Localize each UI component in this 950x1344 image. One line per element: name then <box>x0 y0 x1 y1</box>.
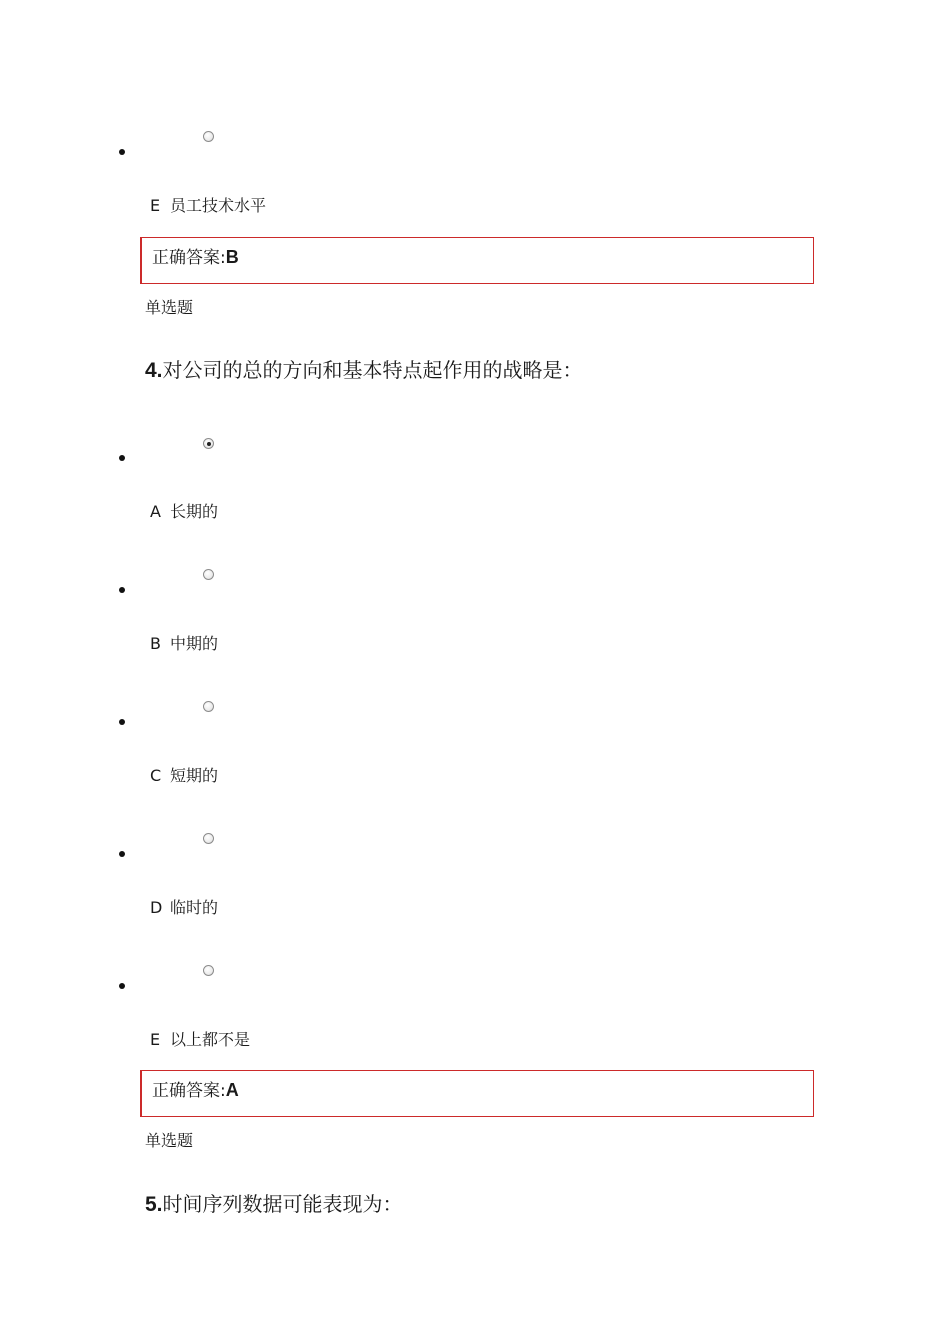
question-type: 单选题 <box>145 1131 194 1150</box>
list-bullet <box>119 587 125 593</box>
radio-option-d[interactable] <box>203 833 214 844</box>
question-title: 5.时间序列数据可能表现为： <box>145 1192 403 1216</box>
question-type: 单选题 <box>145 298 194 317</box>
option-e-label: E 以上都不是 <box>150 1030 251 1049</box>
radio-option-e[interactable] <box>203 131 214 142</box>
list-bullet <box>119 851 125 857</box>
correct-answer-value: A <box>225 1080 239 1100</box>
radio-option-c[interactable] <box>203 701 214 712</box>
option-b-label: B 中期的 <box>150 634 219 653</box>
question-title: 4.对公司的总的方向和基本特点起作用的战略是： <box>145 358 583 382</box>
radio-option-b[interactable] <box>203 569 214 580</box>
list-bullet <box>119 149 125 155</box>
correct-answer-label: 正确答案: <box>152 248 226 268</box>
correct-answer-label: 正确答案: <box>152 1081 226 1101</box>
radio-option-a[interactable] <box>203 438 214 449</box>
option-e-label: E 员工技术水平 <box>150 196 267 215</box>
list-bullet <box>119 983 125 989</box>
radio-option-e[interactable] <box>203 965 214 976</box>
correct-answer-box <box>140 1070 814 1117</box>
option-c-label: C 短期的 <box>150 766 219 785</box>
correct-answer-box <box>140 237 814 284</box>
list-bullet <box>119 455 125 461</box>
option-a-label: A 长期的 <box>150 502 219 521</box>
correct-answer-value: B <box>225 247 239 267</box>
list-bullet <box>119 719 125 725</box>
option-d-label: D 临时的 <box>150 898 219 917</box>
